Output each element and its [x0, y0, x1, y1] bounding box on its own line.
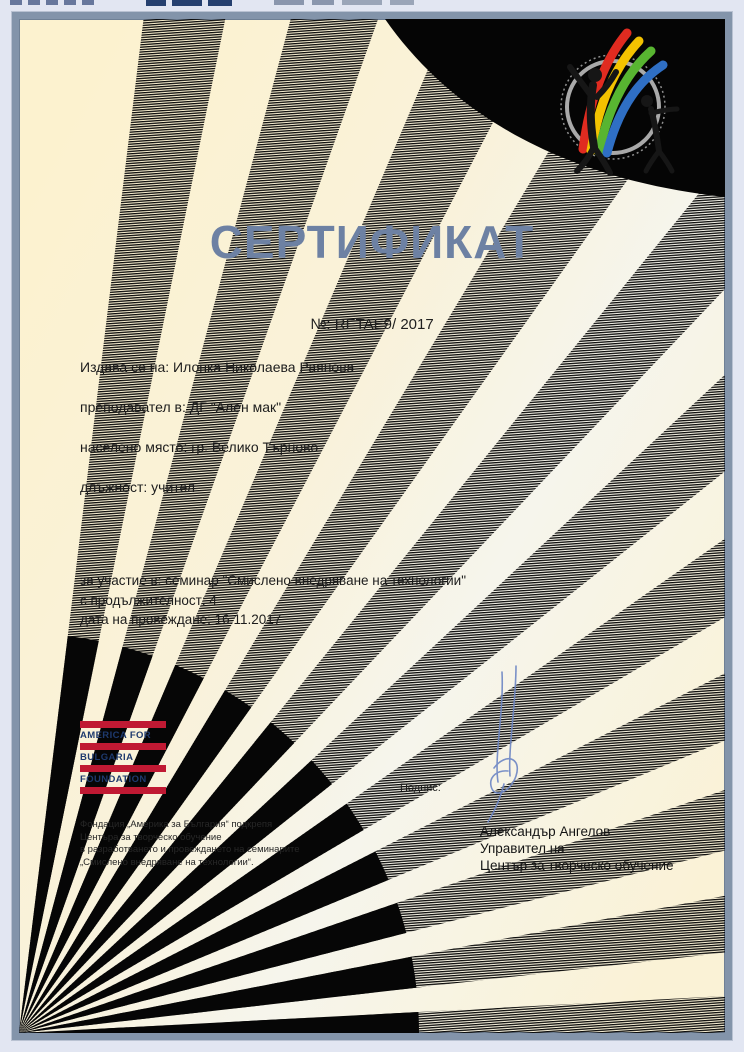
clipped-letter-marks [10, 0, 414, 6]
footnote-line-4: „Смислено внедряване на технологии“. [80, 856, 254, 868]
field-location: населено място: гр. Велико Търново [80, 439, 319, 455]
field-position: длъжност: учител [80, 479, 196, 495]
certificate-body [19, 19, 725, 1033]
signer-block [480, 823, 674, 874]
signer-role: Управител на [480, 841, 565, 856]
afb-stripe [80, 721, 166, 728]
text-layer [19, 19, 725, 1033]
field-teacher-at: преподавател в: ДГ "Ален мак" [80, 399, 282, 415]
footnote-line-3: в разработването и провеждането на семинарите [80, 844, 300, 855]
footnote-line-1: Фондация „Америка за България“ подкрепя [80, 819, 273, 830]
signer-organization: Център за творческо обучение [480, 858, 674, 873]
participation-seminar: за участие в: семинар "Смислено внедряване на технологии" [80, 573, 466, 588]
footnote-line-2: Центъра за творческо обучение [80, 831, 222, 843]
signature-label: Подпис: [400, 782, 441, 794]
afb-line-3: FOUNDATION [80, 774, 147, 785]
signer-name: Александър Ангелов [480, 824, 611, 839]
field-issued-to: Издава се на: Илонка Николаева Раянова [80, 359, 355, 375]
afb-stripe [80, 787, 166, 794]
participation-date: дата на провеждане: 16.11.2017 [80, 612, 282, 627]
america-for-bulgaria-logo [80, 721, 166, 794]
afb-line-1: AMERICA FOR [80, 730, 152, 741]
afb-stripe [80, 765, 166, 772]
certificate-title: СЕРТИФИКАТ [209, 216, 535, 268]
afb-stripe [80, 743, 166, 750]
certificate-number: №: RETAE9/ 2017 [310, 316, 434, 333]
clipped-header-fragment [6, 0, 426, 9]
handwritten-signature [464, 664, 554, 829]
foundation-footnote [80, 819, 300, 869]
afb-line-2: BULGARIA [80, 752, 134, 763]
recipient-fields [80, 358, 354, 518]
certificate-frame [12, 12, 732, 1040]
participation-duration: с продължителност: 4 [80, 592, 217, 608]
participation-block [80, 571, 466, 630]
